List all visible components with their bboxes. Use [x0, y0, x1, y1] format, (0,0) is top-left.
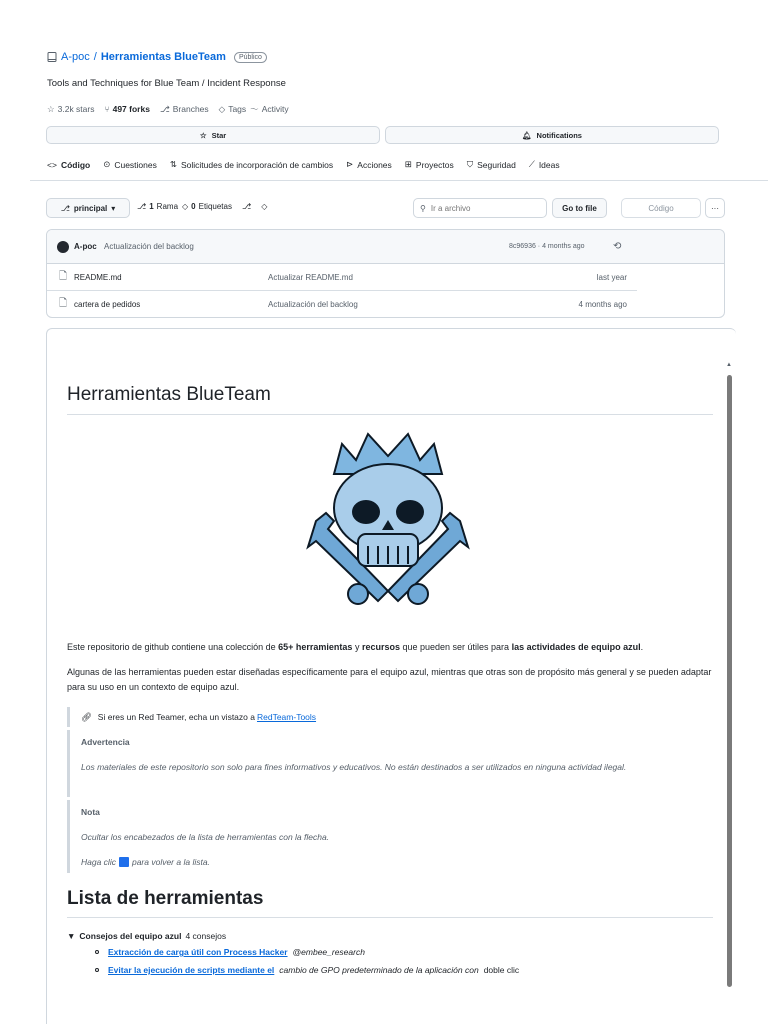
file-time: 4 months ago — [578, 300, 627, 309]
warning-text: Los materiales de este repositorio son solo para fines informativos y educativos. No están destinados a ser utilizados en ninguna actividad ilegal. — [81, 762, 627, 772]
star-button[interactable] — [46, 126, 380, 144]
scrollbar[interactable] — [727, 375, 732, 987]
chevron-down-icon: ▾ — [111, 203, 116, 213]
issue-icon: ⊙ — [103, 159, 111, 169]
bullet-icon — [95, 968, 99, 972]
pull-request-icon: ⇅ — [169, 159, 177, 169]
readme-paragraph: Algunas de las herramientas pueden estar diseñadas específicamente para el equipo azul, mientras que otras son de propósito más general y se pueden adaptar para su uso en un contexto de equipo azul. — [67, 667, 712, 692]
tip-link[interactable]: Extracción de carga útil con Process Hacker — [108, 947, 288, 957]
readme-title: Herramientas BlueTeam — [67, 384, 271, 405]
tags-link[interactable] — [219, 104, 247, 115]
stars-link[interactable] — [47, 104, 94, 115]
avatar[interactable] — [57, 241, 69, 253]
scroll-up-arrow-icon[interactable]: ▲ — [726, 362, 732, 368]
shield-icon: ⛉ — [466, 159, 474, 169]
link-icon: 🔗︎ — [81, 712, 92, 722]
triangle-down-icon: ▼ — [67, 931, 76, 941]
nav-divider — [30, 180, 768, 181]
tab-code[interactable]: <> Código — [47, 159, 91, 170]
file-icon: 🗋︎ — [59, 298, 68, 309]
tags-label: Tags — [228, 104, 247, 114]
tab-actions[interactable]: ⊳ Acciones — [346, 159, 392, 170]
table-row[interactable] — [47, 264, 637, 291]
branches-link[interactable] — [160, 104, 209, 115]
table-icon: ⊞ — [404, 159, 412, 169]
code-icon: <> — [47, 159, 57, 170]
tips-summary-toggle[interactable]: ▼ Consejos del equipo azul 4 consejos — [67, 931, 227, 941]
branch-icon: ⎇ — [60, 203, 70, 213]
notifications-button[interactable] — [385, 126, 719, 144]
tab-security[interactable]: ⛉ Seguridad — [466, 159, 516, 170]
branches-count-link[interactable]: ⎇ 1 Rama — [137, 202, 179, 211]
latest-commit-row — [47, 230, 724, 264]
go-to-file-button[interactable]: Go to file — [552, 198, 607, 218]
compact-tag-icon-button[interactable] — [261, 202, 267, 211]
list-item: Evitar la ejecución de scripts mediante el cambio de GPO predeterminado de la aplicación con doble clic — [95, 965, 519, 975]
tip-link[interactable]: Evitar la ejecución de scripts mediante el — [108, 965, 275, 975]
tag-icon: ◇ — [182, 202, 189, 211]
notifications-button-label: Notifications — [536, 130, 582, 140]
activity-link[interactable] — [250, 103, 288, 115]
tag-icon: ◇ — [218, 103, 226, 114]
note-text: Haga clic para volver a la lista. — [81, 857, 210, 867]
code-button[interactable]: Código — [621, 198, 701, 218]
divider — [67, 414, 713, 415]
note-text: Ocultar los encabezados de la lista de herramientas con la flecha. — [81, 832, 330, 842]
branch-select-button[interactable] — [46, 198, 130, 218]
branch-name: principal — [73, 203, 108, 213]
readme-paragraph: Este repositorio de github contiene una colección de 65+ herramientas y recursos que pueden ser útiles para las actividades de equipo azul. — [67, 642, 644, 652]
forks-count: 497 forks — [112, 104, 150, 114]
pulse-icon: 〜 — [250, 104, 259, 114]
tags-count-link[interactable]: ◇ 0 Etiquetas — [182, 202, 232, 211]
warning-title: Advertencia — [81, 737, 130, 747]
search-icon: ⚲ — [420, 203, 426, 213]
list-item: Extracción de carga útil con Process Hacker @embee_research — [95, 947, 365, 957]
play-icon: ⊳ — [346, 159, 354, 169]
history-icon[interactable]: ⟲ — [613, 241, 622, 252]
tab-insights[interactable]: ⟋ Ideas — [528, 159, 560, 170]
skull-crown-logo — [286, 426, 490, 624]
branch-icon: ⎇ — [241, 202, 252, 211]
stars-count: 3.2k stars — [57, 104, 95, 114]
commit-hash-time[interactable]: 8c96936 · 4 months ago — [509, 243, 585, 250]
star-icon: ☆ — [47, 103, 55, 114]
go-to-file-search[interactable] — [413, 198, 547, 218]
file-commit-message[interactable]: Actualización del backlog — [268, 300, 358, 309]
graph-icon: ⟋ — [528, 159, 535, 169]
file-time: last year — [596, 272, 627, 282]
more-options-button[interactable]: ··· — [705, 198, 725, 218]
note-title: Nota — [81, 807, 100, 817]
star-icon: ☆ — [199, 130, 207, 140]
activity-label: Activity — [261, 104, 289, 114]
repo-nav — [47, 159, 560, 170]
compact-branch-icon-button[interactable] — [242, 202, 251, 211]
file-commit-message[interactable]: Actualizar README.md — [268, 272, 353, 282]
repo-owner-link[interactable]: A-poc — [61, 51, 90, 63]
file-icon: 🗋︎ — [59, 270, 68, 282]
bullet-icon — [95, 950, 99, 954]
tab-pull-requests[interactable]: ⇅ Solicitudes de incorporación de cambios — [169, 159, 334, 170]
repo-description: Tools and Techniques for Blue Team / Incident Response — [47, 78, 286, 89]
forks-link[interactable] — [104, 104, 149, 114]
star-button-label: Star — [211, 130, 227, 140]
branch-icon: ⎇ — [159, 103, 170, 114]
repo-header — [47, 51, 267, 63]
back-to-list-icon[interactable] — [119, 857, 129, 867]
fork-icon: ⑂ — [104, 104, 110, 114]
file-name[interactable]: cartera de pedidos — [74, 300, 141, 309]
warning-quote — [67, 730, 713, 797]
repo-name-link[interactable]: Herramientas BlueTeam — [100, 51, 226, 63]
tool-list-heading: Lista de herramientas — [67, 888, 264, 909]
repo-separator: / — [93, 51, 97, 63]
branch-icon: ⎇ — [137, 202, 147, 211]
divider — [67, 917, 713, 918]
tag-icon: ◇ — [261, 202, 268, 211]
table-row[interactable] — [47, 291, 637, 318]
file-list — [46, 229, 725, 318]
redteam-tools-link[interactable]: RedTeam-Tools — [256, 712, 317, 722]
repo-icon — [47, 52, 57, 63]
repo-stats — [47, 103, 289, 115]
commit-message[interactable]: Actualización del backlog — [104, 242, 194, 251]
branches-label: Branches — [172, 104, 209, 114]
commit-author[interactable]: A-poc — [74, 242, 97, 251]
tab-projects[interactable]: ⊞ Proyectos — [404, 159, 454, 170]
file-name[interactable]: README.md — [74, 272, 122, 282]
go-to-file-input[interactable] — [431, 204, 531, 213]
bell-icon: 🔔︎ — [522, 130, 532, 140]
visibility-badge: Público — [234, 52, 267, 63]
tab-issues[interactable]: ⊙ Cuestiones — [103, 159, 157, 170]
branch-meta — [137, 202, 267, 211]
note-quote — [67, 800, 713, 873]
tip-quote: 🔗︎ Si eres un Red Teamer, echa un vistazo a RedTeam-Tools — [67, 707, 713, 727]
